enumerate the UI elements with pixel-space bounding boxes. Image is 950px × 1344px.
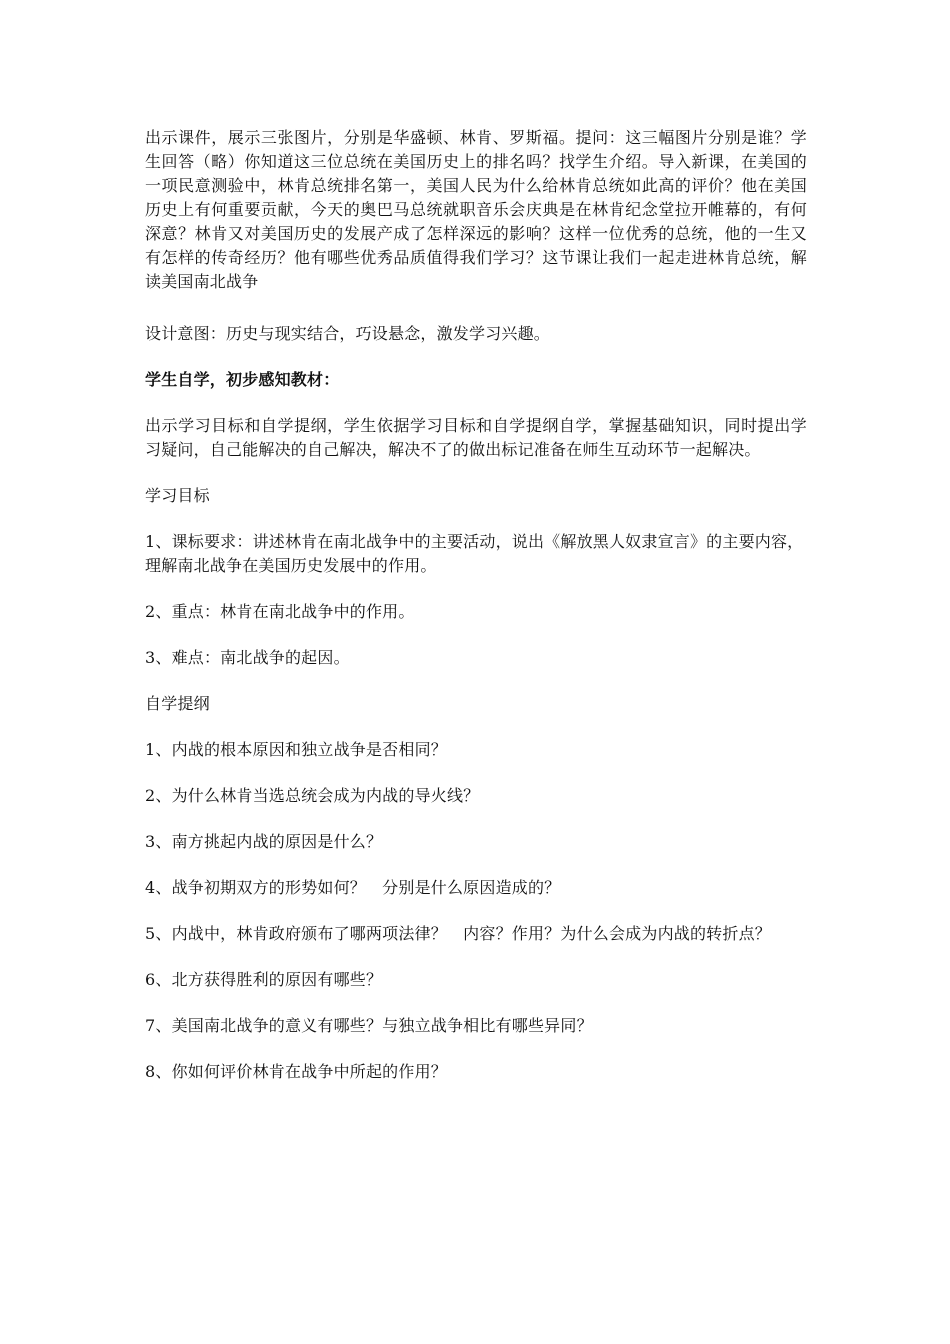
intro-paragraph: 出示课件，展示三张图片，分别是华盛顿、林肯、罗斯福。提问：这三幅图片分别是谁？学生回答（略）你知道这三位总统在美国历史上的排名吗？找学生介绍。导入新课，在美国的一项民意测验中，林肯总统排名第一，美国人民为什么给林肯总统如此高的评价？他在美国历史上有何重要贡献，今天的奥巴马总统就职音乐会庆典是在林肯纪念堂拉开帷幕的，有何深意？林肯又对美国历史的发展产成了怎样深远的影响？这样一位优秀的总统，他的一生又有怎样的传奇经历？他有哪些优秀品质值得我们学习？这节课让我们一起走进林肯总统，解读美国南北战争 [145,128,807,291]
goals-title: 学习目标 [145,486,210,505]
outline-item: 7、美国南北战争的意义有哪些？与独立战争相比有哪些异同？ [145,1016,593,1035]
outline-item: 1、内战的根本原因和独立战争是否相同？ [145,740,447,759]
goal-item: 3、难点：南北战争的起因。 [145,648,350,667]
outline-title: 自学提纲 [145,694,210,713]
document-page [145,126,807,1106]
goals-list [145,530,807,670]
outline-item: 4、战争初期双方的形势如何？ 分别是什么原因造成的？ [145,878,561,897]
outline-item: 8、你如何评价林肯在战争中所起的作用？ [145,1062,447,1081]
self-study-paragraph: 出示学习目标和自学提纲，学生依据学习目标和自学提纲自学，掌握基础知识，同时提出学习疑问，自己能解决的自己解决，解决不了的做出标记准备在师生互动环节一起解决。 [145,416,807,459]
design-intent-paragraph: 设计意图：历史与现实结合，巧设悬念，激发学习兴趣。 [145,324,551,343]
outline-item: 5、内战中，林肯政府颁布了哪两项法律？ 内容？作用？为什么会成为内战的转折点？ [145,924,771,943]
goal-item: 1、课标要求：讲述林肯在南北战争中的主要活动，说出《解放黑人奴隶宣言》的主要内容，理解南北战争在美国历史发展中的作用。 [145,532,804,575]
section-heading: 学生自学，初步感知教材： [145,370,340,389]
outline-item: 3、南方挑起内战的原因是什么？ [145,832,383,851]
outline-list [145,738,807,1084]
outline-item: 2、为什么林肯当选总统会成为内战的导火线？ [145,786,480,805]
goal-item: 2、重点：林肯在南北战争中的作用。 [145,602,415,621]
outline-item: 6、北方获得胜利的原因有哪些？ [145,970,383,989]
